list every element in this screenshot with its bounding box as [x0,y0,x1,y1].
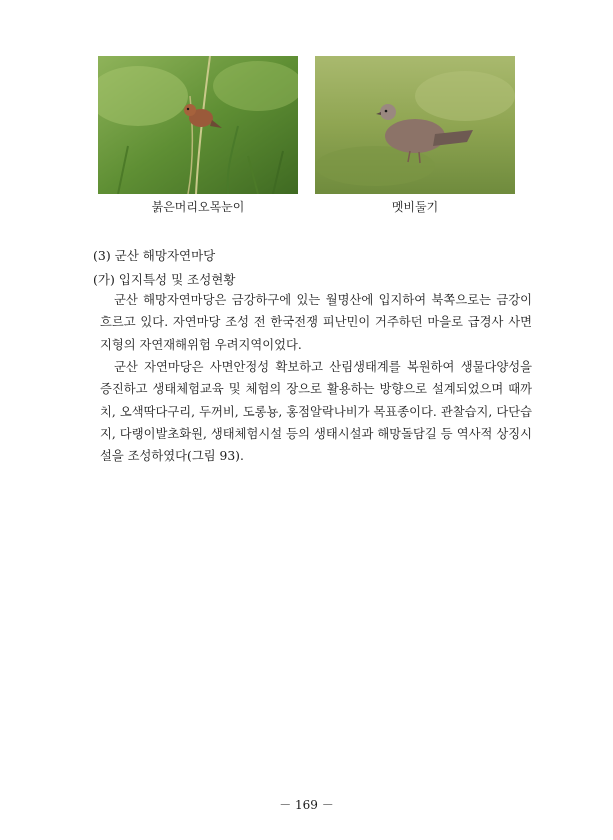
page-number: － 169 － [279,798,334,812]
photo-turtle-dove [315,56,515,194]
body-paragraph: 군산 해망자연마당은 금강하구에 있는 월명산에 입지하여 북쪽으로는 금강이 흐르고 있다. 자연마당 조성 전 한국전쟁 피난민이 거주하던 마을로 급경사 사면 지형의 자연재해위험 우려지역이었다. [100,293,532,352]
photo-red-headed-bird [98,56,298,194]
section-heading: (3) 군산 해망자연마당 [93,248,216,263]
figure-caption-right: 멧비둘기 [391,200,439,214]
body-paragraph: 군산 자연마당은 사면안정성 확보하고 산림생태계를 복원하여 생물다양성을 증진하고 생태체험교육 및 체험의 장으로 활용하는 방향으로 설계되었으며 때까치, 오색딱다구리, 두꺼비, 도롱뇽, 홍점알락나비가 목표종이다. 관찰습지, 다단습지, 다랭이발초화원, 생태체험시설 등의 생태시설과 해망돌담길 등 역사적 상징시설을 조성하였다(그림 93). [100,360,532,464]
figure-caption-left: 붉은머리오목눈이 [151,200,245,214]
sub-heading: (가) 입지특성 및 조성현황 [93,272,236,287]
